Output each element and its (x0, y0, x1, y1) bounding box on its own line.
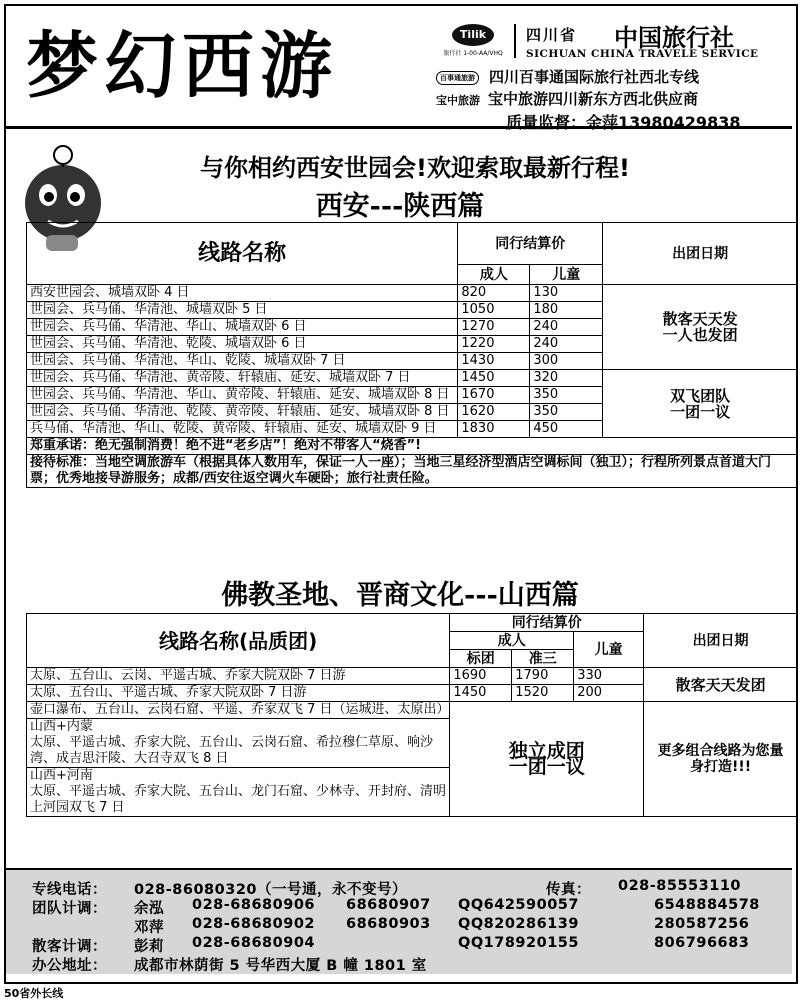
std-price: 1690 (450, 668, 512, 685)
child-price: 240 (530, 336, 603, 353)
child-price: 300 (530, 353, 603, 370)
col-adult: 成人 (458, 265, 530, 285)
team-label: 团队计调： (32, 901, 107, 917)
adult-price: 1220 (458, 336, 530, 353)
hotline-label: 专线电话： (32, 882, 107, 898)
child-price: 320 (530, 370, 603, 387)
child-price: 450 (530, 421, 603, 438)
contact-box (6, 868, 792, 974)
route-cell: 太原、五台山、云岗、平遥古城、乔家大院双卧 7 日游 (27, 668, 450, 685)
table-row (27, 285, 798, 302)
address-label: 办公地址： (32, 958, 107, 974)
header-divider (514, 24, 516, 58)
province-label: 四川省 (526, 26, 578, 44)
table-row (27, 702, 798, 719)
table-row (27, 370, 798, 387)
col-route-name: 线路名称(品质团) (27, 614, 450, 668)
col-adult: 成人 (450, 632, 574, 650)
col-sub3: 准三 (512, 650, 574, 668)
col-standard: 标团 (450, 650, 512, 668)
adult-price: 1450 (458, 370, 530, 387)
fax-label: 传真： (546, 882, 591, 898)
route-cell: 山西+河南 太原、平遥古城、乔家大院、五台山、龙门石窟、少林寺、开封府、清明上河园双飞 7 日 (27, 768, 450, 817)
route-cell: 世园会、兵马俑、华清池、华山、乾陵、城墙双卧 7 日 (27, 353, 458, 370)
col-date: 出团日期 (644, 614, 798, 668)
retail-label: 散客计调： (32, 939, 107, 955)
partner-text-1: 四川百事通国际旅行社西北专线 (489, 68, 700, 86)
partner-text-2: 宝中旅游四川新东方西北供应商 (488, 90, 699, 108)
fax-number: 028-85553110 (618, 878, 741, 894)
route-cell: 山西+内蒙 太原、平遥古城、乔家大院、五台山、云岗石窟、希拉穆仁草原、响沙湾、成吉思汗陵、大召寺双飞 8 日 (27, 719, 450, 768)
partner-logo-2: 宝中旅游 (436, 94, 480, 107)
child-price: 130 (530, 285, 603, 302)
contact-qq-2: 806796683 (654, 935, 750, 951)
departure-cell-2: 双飞团队 一团一议 (603, 370, 798, 438)
departure-cell-1: 散客天天发 一人也发团 (603, 285, 798, 370)
independent-group-cell: 独立成团 一团一议 (450, 702, 644, 817)
col-price: 同行结算价 (458, 223, 603, 265)
col-date: 出团日期 (603, 223, 798, 285)
contact-name: 彭莉 (134, 939, 164, 955)
route-cell: 世园会、兵马俑、华清池、华山、城墙双卧 6 日 (27, 319, 458, 336)
partner-line-2 (436, 88, 698, 109)
contact-phone-2: 68680907 (346, 897, 431, 913)
child-price: 200 (574, 685, 644, 702)
contact-qq: QQ820286139 (458, 916, 579, 932)
header (6, 6, 792, 132)
route-cell: 壶口瀑布、五台山、云岗石窟、平遥、乔家双飞 7 日（运城进、太原出） (27, 702, 450, 719)
contact-phone: 028-68680904 (192, 935, 315, 951)
more-routes-cell: 更多组合线路为您量身打造!!! (644, 702, 798, 817)
adult-price: 1050 (458, 302, 530, 319)
company-cn-name: 中国旅行社 (614, 23, 734, 52)
route-cell: 世园会、兵马俑、华清池、乾陵、黄帝陵、轩辕庙、延安、城墙双卧 8 日 (27, 404, 458, 421)
section-title-shanxi: 佛教圣地、晋商文化---山西篇 (221, 580, 579, 611)
brand-title: 梦幻西游 (26, 23, 339, 108)
departure-cell-1: 散客天天发团 (644, 668, 798, 702)
logo-icon: Tilik (452, 24, 494, 46)
route-cell: 兵马俑、华清池、华山、乾陵、黄帝陵、轩辕庙、延安、城墙双卧 9 日 (27, 421, 458, 438)
std-price: 1450 (450, 685, 512, 702)
contact-qq: QQ178920155 (458, 935, 579, 951)
adult-price: 1670 (458, 387, 530, 404)
child-price: 240 (530, 319, 603, 336)
route-cell: 世园会、兵马俑、华清池、乾陵、城墙双卧 6 日 (27, 336, 458, 353)
child-price: 350 (530, 387, 603, 404)
adult-price: 820 (458, 285, 530, 302)
sub3-price: 1790 (512, 668, 574, 685)
route-cell: 世园会、兵马俑、华清池、华山、黄帝陵、轩辕庙、延安、城墙双卧 8 日 (27, 387, 458, 404)
contact-qq-2: 6548884578 (654, 897, 760, 913)
adult-price: 1430 (458, 353, 530, 370)
standard-note: 接待标准：当地空调旅游车（根据具体人数用车，保证一人一座）；当地三星经济型酒店空调标间（独卫）；行程所列景点首道大门票；优秀地接导游服务；成都/西安往返空调火车硬卧；旅行社责任险。 (27, 455, 798, 488)
child-price: 330 (574, 668, 644, 685)
supervisor-line: 质量监督：余萍13980429838 (506, 113, 741, 132)
partner-logo-1: 百事通旅游 (436, 71, 479, 85)
company-en-name: SICHUAN CHINA TRAVELE SERVICE (526, 48, 759, 60)
company-logo (438, 22, 508, 57)
contact-phone-2: 68680903 (346, 916, 431, 932)
contact-phone: 028-68680906 (192, 897, 315, 913)
route-cell: 世园会、兵马俑、华清池、城墙双卧 5 日 (27, 302, 458, 319)
table-row (27, 668, 798, 685)
child-price: 350 (530, 404, 603, 421)
section-title-shaanxi: 西安---陕西篇 (315, 191, 485, 222)
col-child: 儿童 (574, 632, 644, 668)
route-cell: 世园会、兵马俑、华清池、黄帝陵、轩辕庙、延安、城墙双卧 7 日 (27, 370, 458, 387)
col-price: 同行结算价 (450, 614, 644, 632)
partner-line-1 (436, 66, 699, 87)
contact-name: 邓萍 (134, 920, 164, 936)
adult-price: 1620 (458, 404, 530, 421)
route-cell: 西安世园会、城墙双卧 4 日 (27, 285, 458, 302)
contact-name: 余泓 (134, 901, 164, 917)
adult-price: 1830 (458, 421, 530, 438)
contact-qq-2: 280587256 (654, 916, 750, 932)
route-cell: 太原、五台山、平遥古城、乔家大院双卧 7 日游 (27, 685, 450, 702)
logo-subtext: 旅行社 1-00-AA/VHQ (443, 50, 503, 57)
tagline: 与你相约西安世园会!欢迎索取最新行程! (200, 154, 630, 182)
col-child: 儿童 (530, 265, 603, 285)
contact-qq: QQ642590057 (458, 897, 579, 913)
shanxi-table (26, 613, 798, 817)
sub3-price: 1520 (512, 685, 574, 702)
child-price: 180 (530, 302, 603, 319)
col-route-name: 线路名称 (27, 223, 458, 285)
hotline-number: 028-86080320（一号通，永不变号） (134, 882, 407, 898)
contact-phone: 028-68680902 (192, 916, 315, 932)
shaanxi-table (26, 222, 798, 488)
promise-note: 郑重承诺：绝无强制消费！绝不进“老乡店”！绝对不带客人“烧香”! (27, 438, 798, 455)
adult-price: 1270 (458, 319, 530, 336)
address: 成都市林荫街 5 号华西大厦 B 幢 1801 室 (134, 958, 427, 974)
page-footer: 50省外长线 (4, 987, 64, 1000)
